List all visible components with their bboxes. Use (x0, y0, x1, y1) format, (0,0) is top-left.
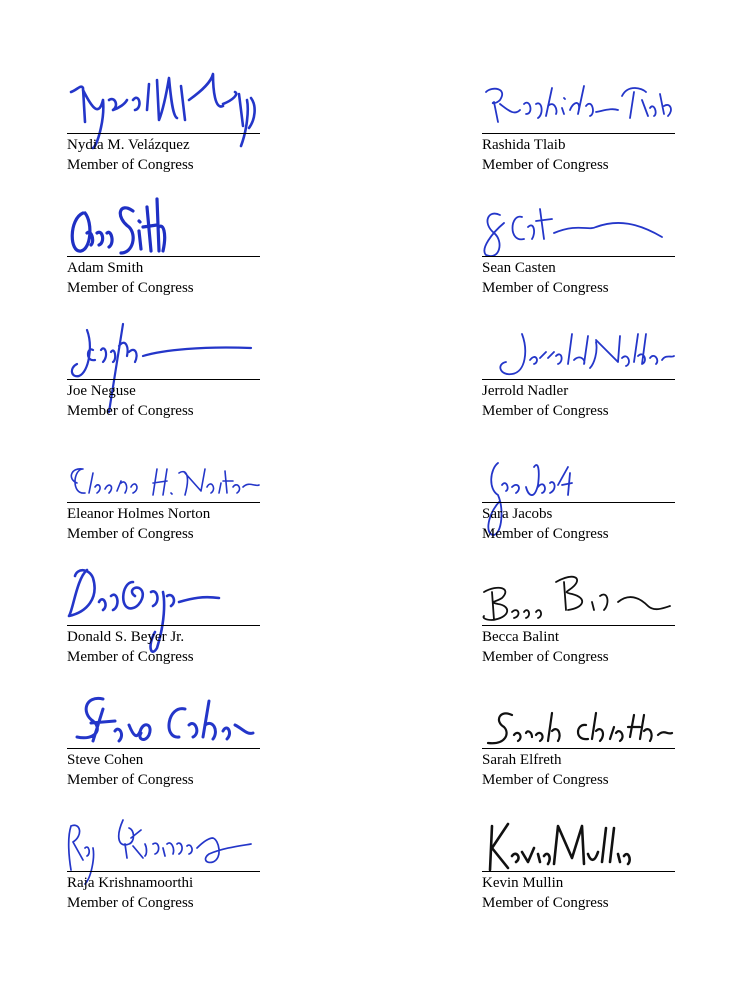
signature-block-casten (482, 193, 677, 303)
signer-title: Member of Congress (482, 895, 609, 911)
signer-name: Kevin Mullin (482, 875, 564, 891)
signature-line (482, 748, 675, 749)
signer-name: Raja Krishnamoorthi (67, 875, 194, 891)
signature-block-mullin (482, 808, 677, 918)
signature-line (67, 625, 260, 626)
signer-name: Joe Neguse (67, 383, 136, 399)
signer-name: Jerrold Nadler (482, 383, 569, 399)
signer-name: Sara Jacobs (482, 506, 553, 522)
signer-name: Becca Balint (482, 629, 560, 645)
signature-line (482, 502, 675, 503)
signature-line (67, 379, 260, 380)
signature-line (482, 871, 675, 872)
signer-name: Steve Cohen (67, 752, 144, 768)
signature-line (67, 748, 260, 749)
signature-block-norton (67, 439, 262, 549)
signature-block-velazquez (67, 70, 262, 180)
signer-name: Eleanor Holmes Norton (67, 506, 211, 522)
signature-block-nadler (482, 316, 677, 426)
signer-title: Member of Congress (67, 403, 194, 419)
signature-line (67, 256, 260, 257)
signature-block-tlaib (482, 70, 677, 180)
signature-block-neguse (67, 316, 262, 426)
signer-title: Member of Congress (67, 157, 194, 173)
signer-title: Member of Congress (67, 649, 194, 665)
signature-block-smith (67, 193, 262, 303)
signature-line (482, 625, 675, 626)
signer-title: Member of Congress (67, 772, 194, 788)
signer-name: Nydia M. Velázquez (67, 137, 190, 153)
signer-name: Sarah Elfreth (482, 752, 562, 768)
signer-title: Member of Congress (482, 157, 609, 173)
signature-line (67, 502, 260, 503)
signer-name: Adam Smith (67, 260, 144, 276)
signer-title: Member of Congress (482, 649, 609, 665)
signature-line (67, 133, 260, 134)
signer-title: Member of Congress (67, 895, 194, 911)
signature-line (482, 133, 675, 134)
signer-title: Member of Congress (482, 403, 609, 419)
signature-block-balint (482, 562, 677, 672)
signature-line (67, 871, 260, 872)
signer-title: Member of Congress (482, 772, 609, 788)
signature-block-jacobs (482, 439, 677, 549)
signer-title: Member of Congress (482, 280, 609, 296)
signer-name: Sean Casten (482, 260, 556, 276)
signer-name: Donald S. Beyer Jr. (67, 629, 185, 645)
signer-title: Member of Congress (67, 526, 194, 542)
signature-block-elfreth (482, 685, 677, 795)
signature-block-cohen (67, 685, 262, 795)
signer-name: Rashida Tlaib (482, 137, 566, 153)
signature-line (482, 379, 675, 380)
signature-block-beyer (67, 562, 262, 672)
signature-line (482, 256, 675, 257)
signer-title: Member of Congress (67, 280, 194, 296)
signature-block-krishnamoorthi (67, 808, 262, 918)
signer-title: Member of Congress (482, 526, 609, 542)
